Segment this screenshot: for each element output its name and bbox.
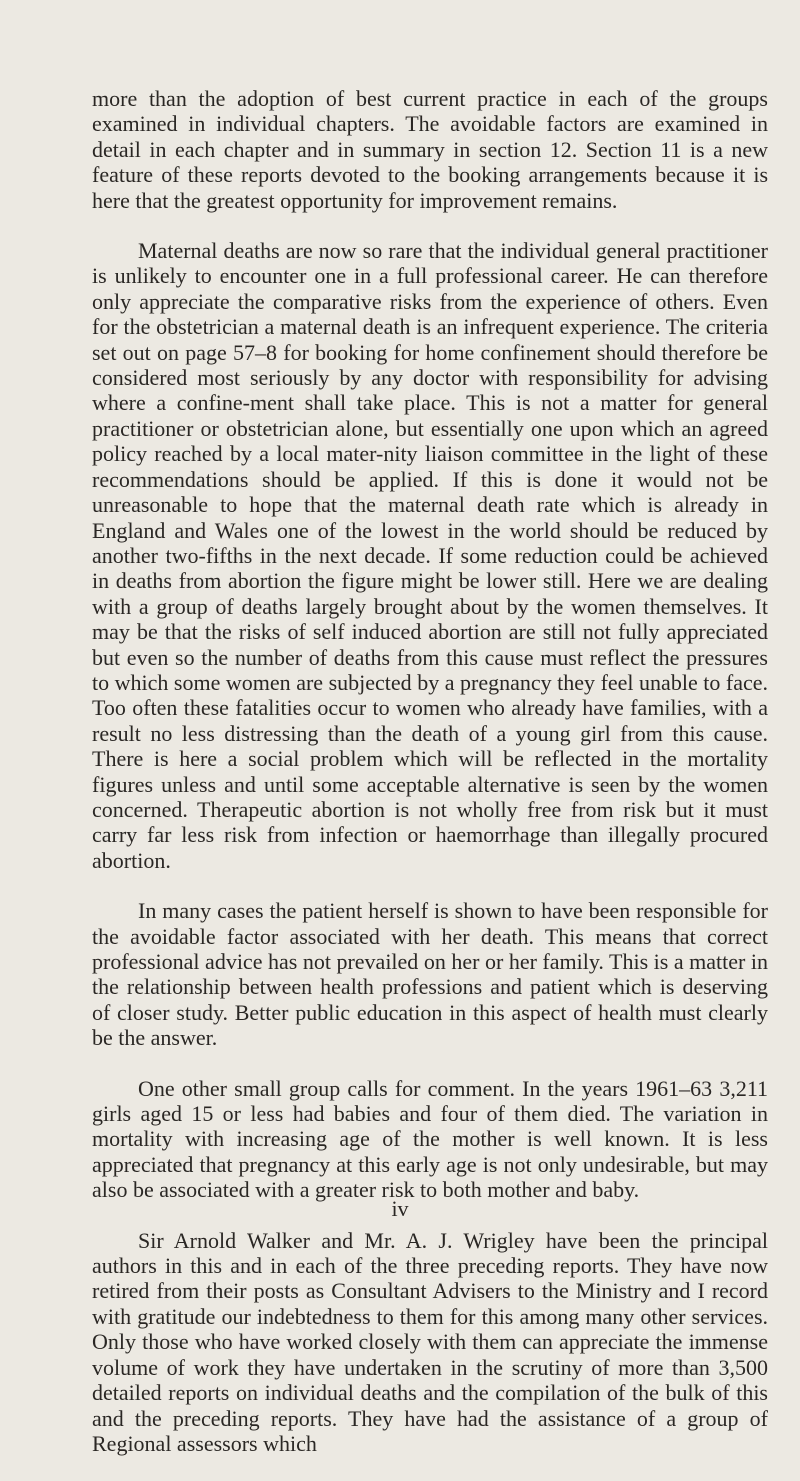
paragraph-3: In many cases the patient herself is shown to have been responsible for the avoidable factor associated with her death. This means that correct professional advice has not prevailed on her or her family. This is a matter in the relationship between health professions and patient which is deserving of closer study. Better public education in this aspect of health must clearly be the answer. <box>92 898 768 1051</box>
paragraph-1: more than the adoption of best current practice in each of the groups examined in individual chapters. The avoidable factors are examined in detail in each chapter and in summary in section 12. Section 11 is a new feature of these reports devoted to the booking arrangements because it is here that the greatest opportunity for improvement remains. <box>92 86 768 213</box>
paragraph-5: Sir Arnold Walker and Mr. A. J. Wrigley have been the principal authors in this and in each of the three preceding reports. They have now retired from their posts as Consultant Advisers to the Ministry and I record with gratitude our indebtedness to them for this among many other services. Only those who have worked closely with them can appreciate the immense volume of work they have undertaken in the scrutiny of more than 3,500 detailed reports on individual deaths and the compilation of the bulk of this and the preceding reports. They have had the assistance of a group of Regional assessors which <box>92 1227 768 1456</box>
paragraph-4: One other small group calls for comment. In the years 1961–63 3,211 girls aged 15 or less had babies and four of them died. The variation in mortality with increasing age of the mother is well known. It is less appreciated that pregnancy at this early age is not only undesirable, but may also be associated with a greater risk to both mother and baby. <box>92 1075 768 1203</box>
page-number: iv <box>391 1196 409 1221</box>
paragraph-2: Maternal deaths are now so rare that the individual general practitioner is unlikely to encounter one in a full professional career. He can therefore only appreciate the comparative risks from the experience of others. Even for the obstetrician a maternal death is an infrequent experience. The criteria set out on page 57–8 for booking for home confinement should therefore be considered most seriously by any doctor with responsibility for advising where a confine-ment shall take place. This is not a matter for general practitioner or obstetrician alone, but essentially one upon which an agreed policy reached by a local mater-nity liaison committee in the light of these recommendations should be applied. If this is done it would not be unreasonable to hope that the maternal death rate which is already in England and Wales one of the lowest in the world should be reduced by another two-fifths in the next decade. If some reduction could be achieved in deaths from abortion the figure might be lower still. Here we are dealing with a group of deaths largely brought about by the women themselves. It may be that the risks of self induced abortion are still not fully appreciated but even so the number of deaths from this cause must reflect the pressures to which some women are subjected by a pregnancy they feel unable to face. Too often these fatalities occur to women who already have families, with a result no less distressing than the death of a young girl from this cause. There is here a social problem which will be reflected in the mortality figures unless and until some acceptable alternative is seen by the women concerned. Therapeutic abortion is not wholly free from risk but it must carry far less risk from infection or haemorrhage than illegally procured abortion. <box>92 238 768 873</box>
body-text <box>92 86 768 1481</box>
